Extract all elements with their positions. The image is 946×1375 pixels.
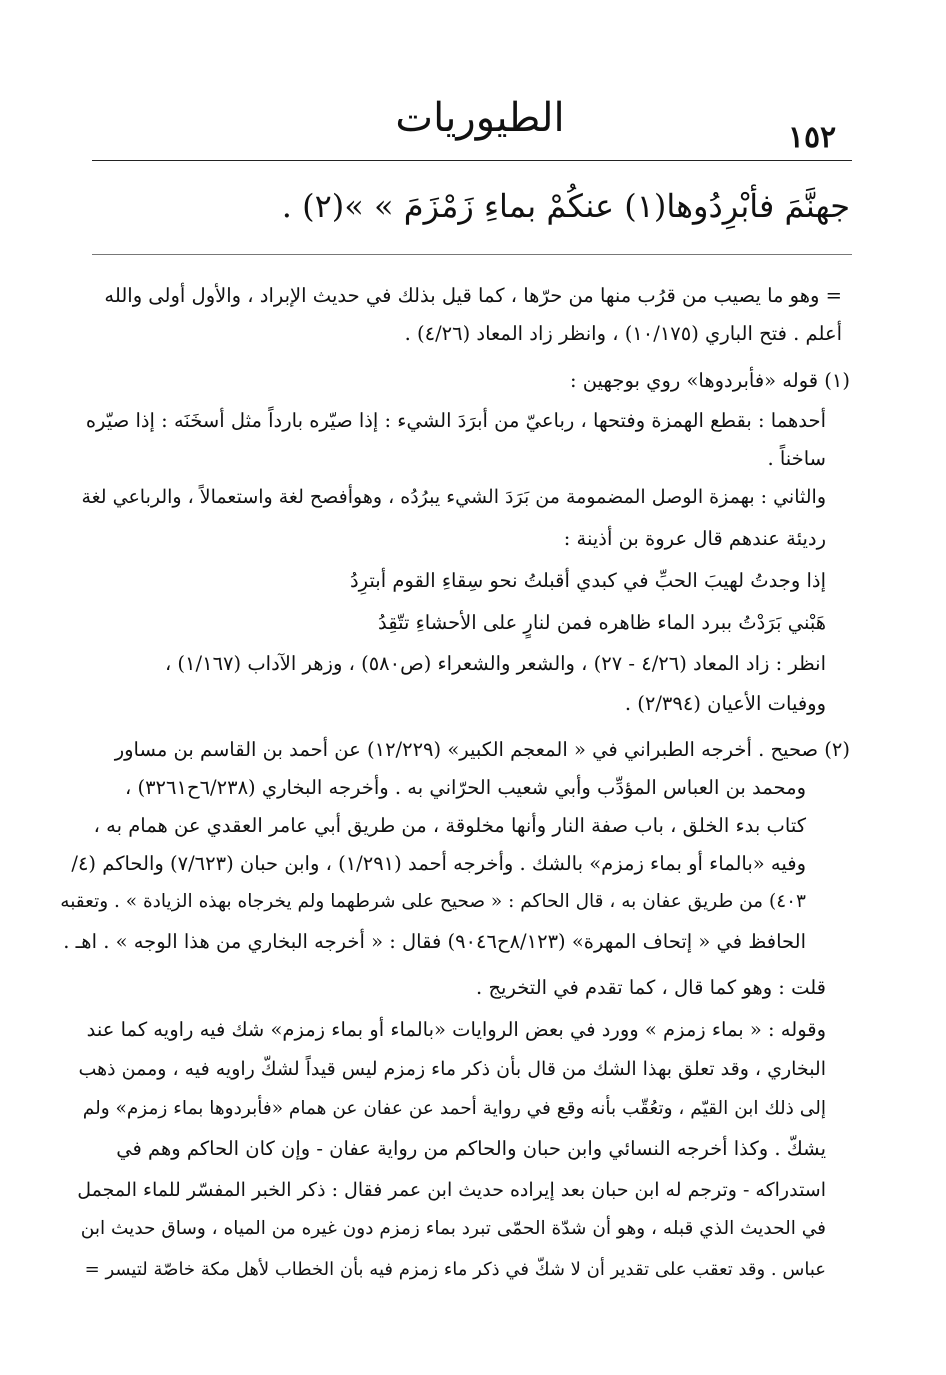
footnote-line: إلى ذلك ابن القيّم ، وتعُقّب بأنه وقع في رواية أحمد عن عفان عن همام «فأبردوها بماء زمزم» ولم <box>82 1098 826 1119</box>
running-title: الطيوريات <box>395 95 565 141</box>
footnote-line: ووفيات الأعيان (٢/٣٩٤) . <box>624 692 826 715</box>
footnote-line: يشكّ . وكذا أخرجه النسائي وابن حبان والحاكم من رواية عفان - وإن كان الحاكم وهم في <box>116 1137 826 1160</box>
footnote-line: كتاب بدء الخلق ، باب صفة النار وأنها مخلوقة ، من طريق أبي عامر العقدي عن همام به ، <box>93 814 806 837</box>
footnote-line: والثاني : بهمزة الوصل المضمومة من بَرَدَ الشيء يبرُدُه ، وهوأفصح لغة واستعمالاً ، والرباعي لغة <box>81 486 826 508</box>
footnote-line: في الحديث الذي قبله ، وهو أن شدّة الحمّى تبرد بماء زمزم دون غيره من المياه ، وساق حديث ابن <box>80 1218 826 1239</box>
footnote-line: وقوله : « بماء زمزم » وورد في بعض الروايات «بالماء أو بماء زمزم» شك فيه راويه كما عند <box>86 1018 826 1041</box>
footnote-line: قلت : وهو كما قال ، كما تقدم في التخريج . <box>476 976 826 999</box>
footnote-line: ٤٠٣) من طريق عفان به ، قال الحاكم : « صحيح على شرطهما ولم يخرجاه بهذه الزيادة » . وتعقبه <box>60 891 806 912</box>
footnote-line: ساخناً . <box>767 447 826 470</box>
footnote-line: عباس . وقد تعقب على تقدير أن لا شكّ في ذكر ماء زمزم فيه بأن الخطاب لأهل مكة خاصّة لتيسر = <box>84 1259 826 1280</box>
footnote-line: انظر : زاد المعاد (٤/٢٦ - ٢٧) ، والشعر والشعراء (ص٥٨٠) ، وزهر الآداب (١/١٦٧) ، <box>164 652 826 675</box>
hadith-text: جهنَّمَ فأبْرِدُوها(١) عنكُمْ بماءِ زَمْزَمَ » »(٢) . <box>281 187 850 225</box>
footnote-line: = وهو ما يصيب من قرُب منها من حرّها ، كما قيل بذلك في حديث الإبراد ، والأول أولى والله <box>104 284 842 307</box>
footnote-line: الحافظ في « إتحاف المهرة» (٨/١٢٣ح٩٠٤٦) فقال : « أخرجه البخاري من هذا الوجه » . اهـ . <box>63 930 806 953</box>
footnote-line: ومحمد بن العباس المؤدِّب وأبي شعيب الحرّاني به . وأخرجه البخاري (٦/٢٣٨ح٣٢٦١) ، <box>124 776 806 799</box>
footnote-line: (٢) صحيح . أخرجه الطبراني في « المعجم الكبير» (١٢/٢٢٩) عن أحمد بن القاسم بن مساور <box>114 738 850 761</box>
page-number: ١٥٢ <box>787 120 837 155</box>
header-rule <box>92 160 852 161</box>
verse-line: هَبْني بَرَدْتُ ببرد الماء ظاهره فمن لنارٍ على الأحشاءِ تتّقِدُ <box>377 611 826 634</box>
footnote-separator <box>92 254 852 255</box>
footnote-line: البخاري ، وقد تعلق بهذا الشك من قال بأن ذكر ماء زمزم ليس قيداً لشكّ راويه فيه ، وممن ذهب <box>78 1058 826 1080</box>
footnote-line: رديئة عندهم قال عروة بن أذينة : <box>563 527 826 550</box>
footnote-line: أحدهما : بقطع الهمزة وفتحها ، رباعيّ من أبرَدَ الشيء : إذا صيّره بارداً مثل أسخَنَه : إذا صيّره <box>85 409 826 432</box>
footnote-line: أعلم . فتح الباري (١٠/١٧٥) ، وانظر زاد المعاد (٤/٢٦) . <box>404 322 842 345</box>
footnote-line: (١) قوله «فأبردوها» روي بوجهين : <box>569 369 850 392</box>
footnote-line: استدراكه - وترجم له ابن حبان بعد إيراده حديث ابن عمر فقال : ذكر الخبر المفسّر للماء المجمل <box>77 1179 826 1201</box>
footnote-line: وفيه «بالماء أو بماء زمزم» بالشك . وأخرجه أحمد (١/٢٩١) ، وابن حبان (٧/٦٢٣) والحاكم (٤/ <box>71 852 806 875</box>
verse-line: إذا وجدتُ لهيبَ الحبِّ في كبدي أقبلتُ نحو سِقاءِ القوم أبترِدُ <box>349 569 826 592</box>
